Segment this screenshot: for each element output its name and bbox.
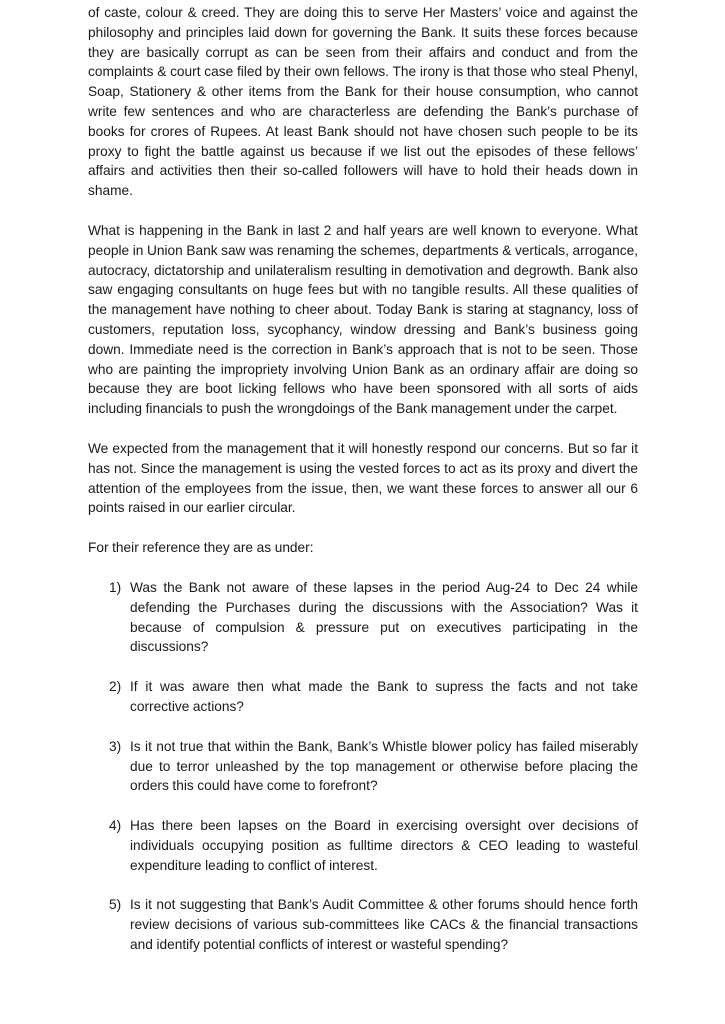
list-item-number: 1)	[109, 579, 122, 595]
document-page	[88, 3, 638, 975]
list-item	[88, 677, 638, 717]
list-item-number: 5)	[109, 897, 122, 913]
list-item-number: 4)	[109, 818, 122, 834]
paragraph: of caste, colour & creed. They are doing this to serve Her Masters’ voice and against the philosophy and principles laid down for governing the Bank. It suits these forces because they are basically corrupt as can be seen from their affairs and conduct and from the complaints & court case filed by their own fellows. The irony is that those who steal Phenyl, Soap, Stationery & other items from the Bank for their house consumption, who cannot write few sentences and who are characterless are defending the Bank’s purchase of books for crores of Rupees. At least Bank should not have chosen such people to be its proxy to fight the battle against us because if we list out the episodes of these fellows’ affairs and activities then their so-called followers will have to hold their heads down in shame.	[88, 5, 638, 199]
list-intro: For their reference they are as under:	[88, 540, 314, 556]
points-list	[88, 578, 638, 955]
list-item-text: Was the Bank not aware of these lapses in the period Aug-24 to Dec 24 while defending the Purchases during the discussions with the Association? Was it because of compulsion & pressure put on executives participating in the discussions?	[130, 579, 638, 655]
list-item	[88, 895, 638, 954]
list-item-text: Is it not suggesting that Bank’s Audit Committee & other forums should hence forth review decisions of various sub-committees like CACs & the financial transactions and identify potential conflicts of interest or wasteful spending?	[130, 897, 638, 953]
list-item-text: Is it not true that within the Bank, Bank’s Whistle blower policy has failed miserably due to terror unleashed by the top management or otherwise before placing the orders this could have come to forefront?	[130, 738, 638, 794]
list-item	[88, 816, 638, 875]
list-item-number: 3)	[109, 738, 122, 754]
paragraph: What is happening in the Bank in last 2 and half years are well known to everyone. What people in Union Bank saw was renaming the schemes, departments & verticals, arrogance, autocracy, dictatorship and unilateralism resulting in demotivation and degrowth. Bank also saw engaging consultants on huge fees but with no tangible results. All these qualities of the management have nothing to cheer about. Today Bank is staring at stagnancy, loss of customers, reputation loss, sycophancy, window dressing and Bank’s business going down. Immediate need is the correction in Bank’s approach that is not to be seen. Those who are painting the impropriety involving Union Bank as an ordinary affair are doing so because they are boot licking fellows who have been sponsored with all sorts of aids including financials to push the wrongdoings of the Bank management under the carpet.	[88, 222, 638, 417]
paragraph: We expected from the management that it will honestly respond our concerns. But so far it has not. Since the management is using the vested forces to act as its proxy and divert the attention of the employees from the issue, then, we want these forces to answer all our 6 points raised in our earlier circular.	[88, 440, 638, 516]
list-item	[88, 737, 638, 796]
list-item-text: If it was aware then what made the Bank to supress the facts and not take corrective actions?	[130, 679, 638, 714]
list-item-text: Has there been lapses on the Board in exercising oversight over decisions of individuals occupying position as fulltime directors & CEO leading to wasteful expenditure leading to conflict of interest.	[130, 818, 638, 873]
list-item-number: 2)	[109, 679, 122, 695]
list-item	[88, 578, 638, 657]
